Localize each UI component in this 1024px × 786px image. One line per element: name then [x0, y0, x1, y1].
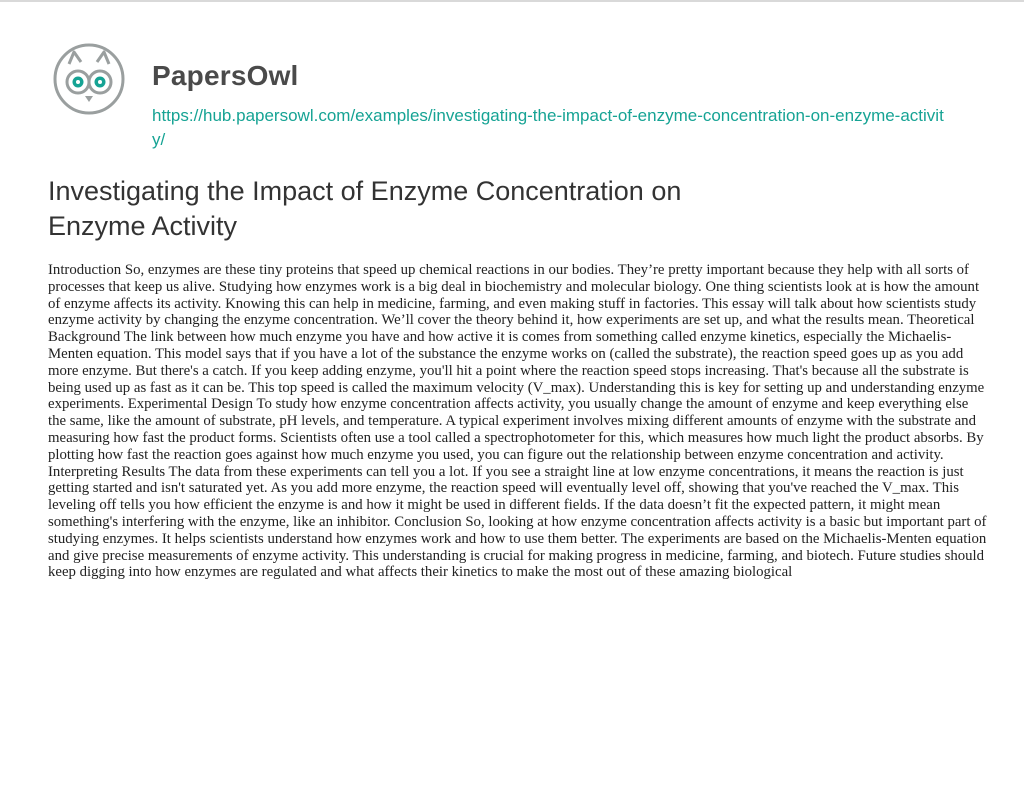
source-url-link[interactable]: https://hub.papersowl.com/examples/investigating-the-impact-of-enzyme-concentration-on-enzyme-activity/ [152, 106, 944, 149]
essay-title: Investigating the Impact of Enzyme Concentration on Enzyme Activity [48, 176, 682, 241]
essay-body: Introduction So, enzymes are these tiny proteins that speed up chemical reactions in our bodies. They’re pretty important because they help with all sorts of processes that keep us alive. Studying how enzymes work is a big deal in biochemistry and molecular biology. One thing scientists look at is how the amount of enzyme affects its activity. Knowing this can help in medicine, farming, and even making stuff in factories. This essay will talk about how scientists study enzyme activity by changing the enzyme concentration. We’ll cover the theory behind it, how experiments are set up, and what the results mean. Theoretical Background The link between how much enzyme you have and how active it is comes from something called enzyme kinetics, especially the Michaelis-Menten equation. This model says that if you have a lot of the substance the enzyme works on (called the substrate), the reaction speed goes up as you add more enzyme. But there's a catch. If you keep adding enzyme, you'll hit a point where the reaction speed stops increasing. That's because all the substrate is being used up as fast as it can be. This top speed is called the maximum velocity (V_max). Understanding this is key for setting up and understanding enzyme experiments. Experimental Design To study how enzyme concentration affects activity, you usually change the amount of enzyme and keep everything else the same, like the amount of substrate, pH levels, and temperature. A typical experiment involves mixing different amounts of enzyme with the substrate and measuring how fast the product forms. Scientists often use a tool called a spectrophotometer for this, which measures how much light the product absorbs. By plotting how fast the reaction goes against how much enzyme you used, you can figure out the relationship between enzyme concentration and activity. Interpreting Results The data from these experiments can tell you a lot. If you see a straight line at low enzyme concentrations, it means the reaction is just getting started and isn't saturated yet. As you add more enzyme, the reaction speed will eventually level off, showing that you've reached the V_max. This leveling off tells you how efficient the enzyme is and how it might be used in different fields. If the data doesn’t fit the expected pattern, it might mean something's interfering with the enzyme, like an inhibitor. Conclusion So, looking at how enzyme concentration affects activity is a basic but important part of studying enzymes. It helps scientists understand how enzymes work and how to use them better. The experiments are based on the Michaelis-Menten equation and give precise measurements of enzyme activity. This understanding is crucial for making progress in medicine, farming, and biotech. Future studies should keep digging into how enzymes are regulated and what affects their kinetics to make the most out of these amazing biological [48, 262, 987, 581]
owl-logo-icon[interactable] [48, 38, 130, 120]
brand-name[interactable]: PapersOwl [152, 60, 299, 91]
top-divider [0, 0, 1024, 2]
site-header [48, 38, 988, 158]
